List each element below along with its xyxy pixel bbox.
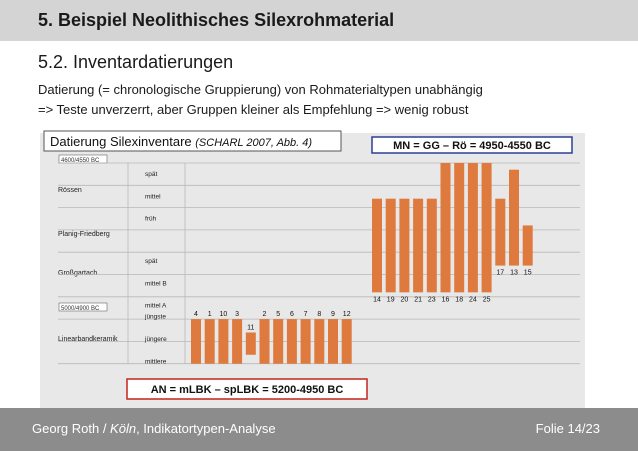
date-label-mid: 5000/4900 BC bbox=[61, 306, 100, 312]
date-label-top: 4600/4550 BC bbox=[61, 158, 100, 164]
date-bar bbox=[232, 319, 242, 364]
date-bar bbox=[328, 319, 338, 364]
footer-bar bbox=[0, 408, 638, 451]
bar-label: 7 bbox=[303, 311, 308, 319]
phase-label: spät bbox=[145, 171, 158, 178]
date-bar bbox=[495, 199, 505, 266]
phase-label: jüngere bbox=[145, 336, 167, 344]
date-bar bbox=[468, 163, 478, 292]
date-bar bbox=[260, 319, 270, 364]
bar-label: 25 bbox=[482, 296, 491, 304]
phase-label: früh bbox=[145, 215, 157, 223]
date-bar bbox=[314, 319, 324, 364]
middle-neolithic-label: MN = GG – Rö = 4950-4550 BC bbox=[393, 140, 551, 152]
bar-label: 18 bbox=[455, 296, 464, 304]
bar-label: 15 bbox=[523, 269, 532, 277]
bar-label: 14 bbox=[373, 296, 381, 304]
bar-label: 23 bbox=[427, 296, 436, 304]
date-bar bbox=[413, 199, 423, 293]
date-bar bbox=[218, 319, 228, 364]
culture-label: Linearbandkeramik bbox=[58, 336, 118, 343]
bar-label: 5 bbox=[276, 311, 281, 319]
chart-title: Datierung Silexinventare (SCHARL 2007, Abb. 4) bbox=[50, 134, 313, 149]
slide-title: 5. Beispiel Neolithisches Silexrohmaterial bbox=[38, 10, 395, 30]
date-bar bbox=[372, 199, 382, 293]
date-bar bbox=[205, 319, 215, 364]
bar-label: 16 bbox=[441, 296, 450, 304]
body-text-line-1: Datierung (= chronologische Gruppierung) von Rohmaterialtypen unabhängig bbox=[38, 82, 483, 97]
bar-label: 3 bbox=[235, 311, 240, 319]
date-bar bbox=[523, 225, 533, 265]
phase-label: jüngste bbox=[145, 313, 166, 321]
bar-label: 19 bbox=[386, 296, 395, 304]
body-text-line-2: => Teste unverzerrt, aber Gruppen kleiner als Empfehlung => wenig robust bbox=[38, 102, 469, 117]
phase-label: mittlere bbox=[145, 358, 167, 366]
date-bar bbox=[399, 199, 409, 293]
bar-label: 6 bbox=[289, 311, 294, 319]
footer-author: Georg Roth / Köln, Indikatortypen-Analyse bbox=[32, 421, 276, 436]
early-neolithic-label: AN = mLBK – spLBK = 5200-4950 BC bbox=[150, 384, 344, 396]
phase-label: mittel A bbox=[145, 302, 167, 310]
date-bar bbox=[273, 319, 283, 364]
bar-label: 12 bbox=[342, 311, 351, 319]
phase-label: mittel bbox=[145, 193, 161, 201]
bar-label: 20 bbox=[400, 296, 409, 304]
bar-label: 17 bbox=[496, 269, 505, 277]
culture-label: Planig-Friedberg bbox=[58, 231, 110, 238]
bar-label: 1 bbox=[207, 311, 212, 319]
bar-label: 24 bbox=[469, 296, 477, 304]
date-bar bbox=[427, 199, 437, 293]
footer-page-number: Folie 14/23 bbox=[535, 421, 600, 436]
date-bar bbox=[191, 319, 201, 364]
culture-label: Großgartach bbox=[58, 270, 98, 277]
bar-label: 9 bbox=[331, 311, 335, 319]
date-bar bbox=[246, 332, 256, 354]
date-bar bbox=[287, 319, 297, 364]
phase-label: mittel B bbox=[145, 280, 167, 288]
culture-label: Rössen bbox=[58, 187, 82, 194]
date-bar bbox=[301, 319, 311, 364]
slide-subtitle: 5.2. Inventardatierungen bbox=[38, 52, 234, 72]
bar-label: 8 bbox=[317, 311, 322, 319]
bar-label: 21 bbox=[414, 296, 422, 304]
phase-label: spät bbox=[145, 257, 158, 265]
bar-label: 4 bbox=[194, 311, 198, 319]
date-bar bbox=[454, 163, 464, 292]
bar-label: 13 bbox=[510, 269, 518, 277]
bar-label: 11 bbox=[247, 324, 255, 332]
date-bar bbox=[342, 319, 352, 364]
date-bar bbox=[386, 199, 396, 293]
date-bar bbox=[441, 163, 451, 292]
bar-label: 10 bbox=[219, 311, 228, 319]
date-bar bbox=[509, 170, 519, 266]
date-bar bbox=[482, 163, 492, 292]
bar-label: 2 bbox=[262, 311, 267, 319]
